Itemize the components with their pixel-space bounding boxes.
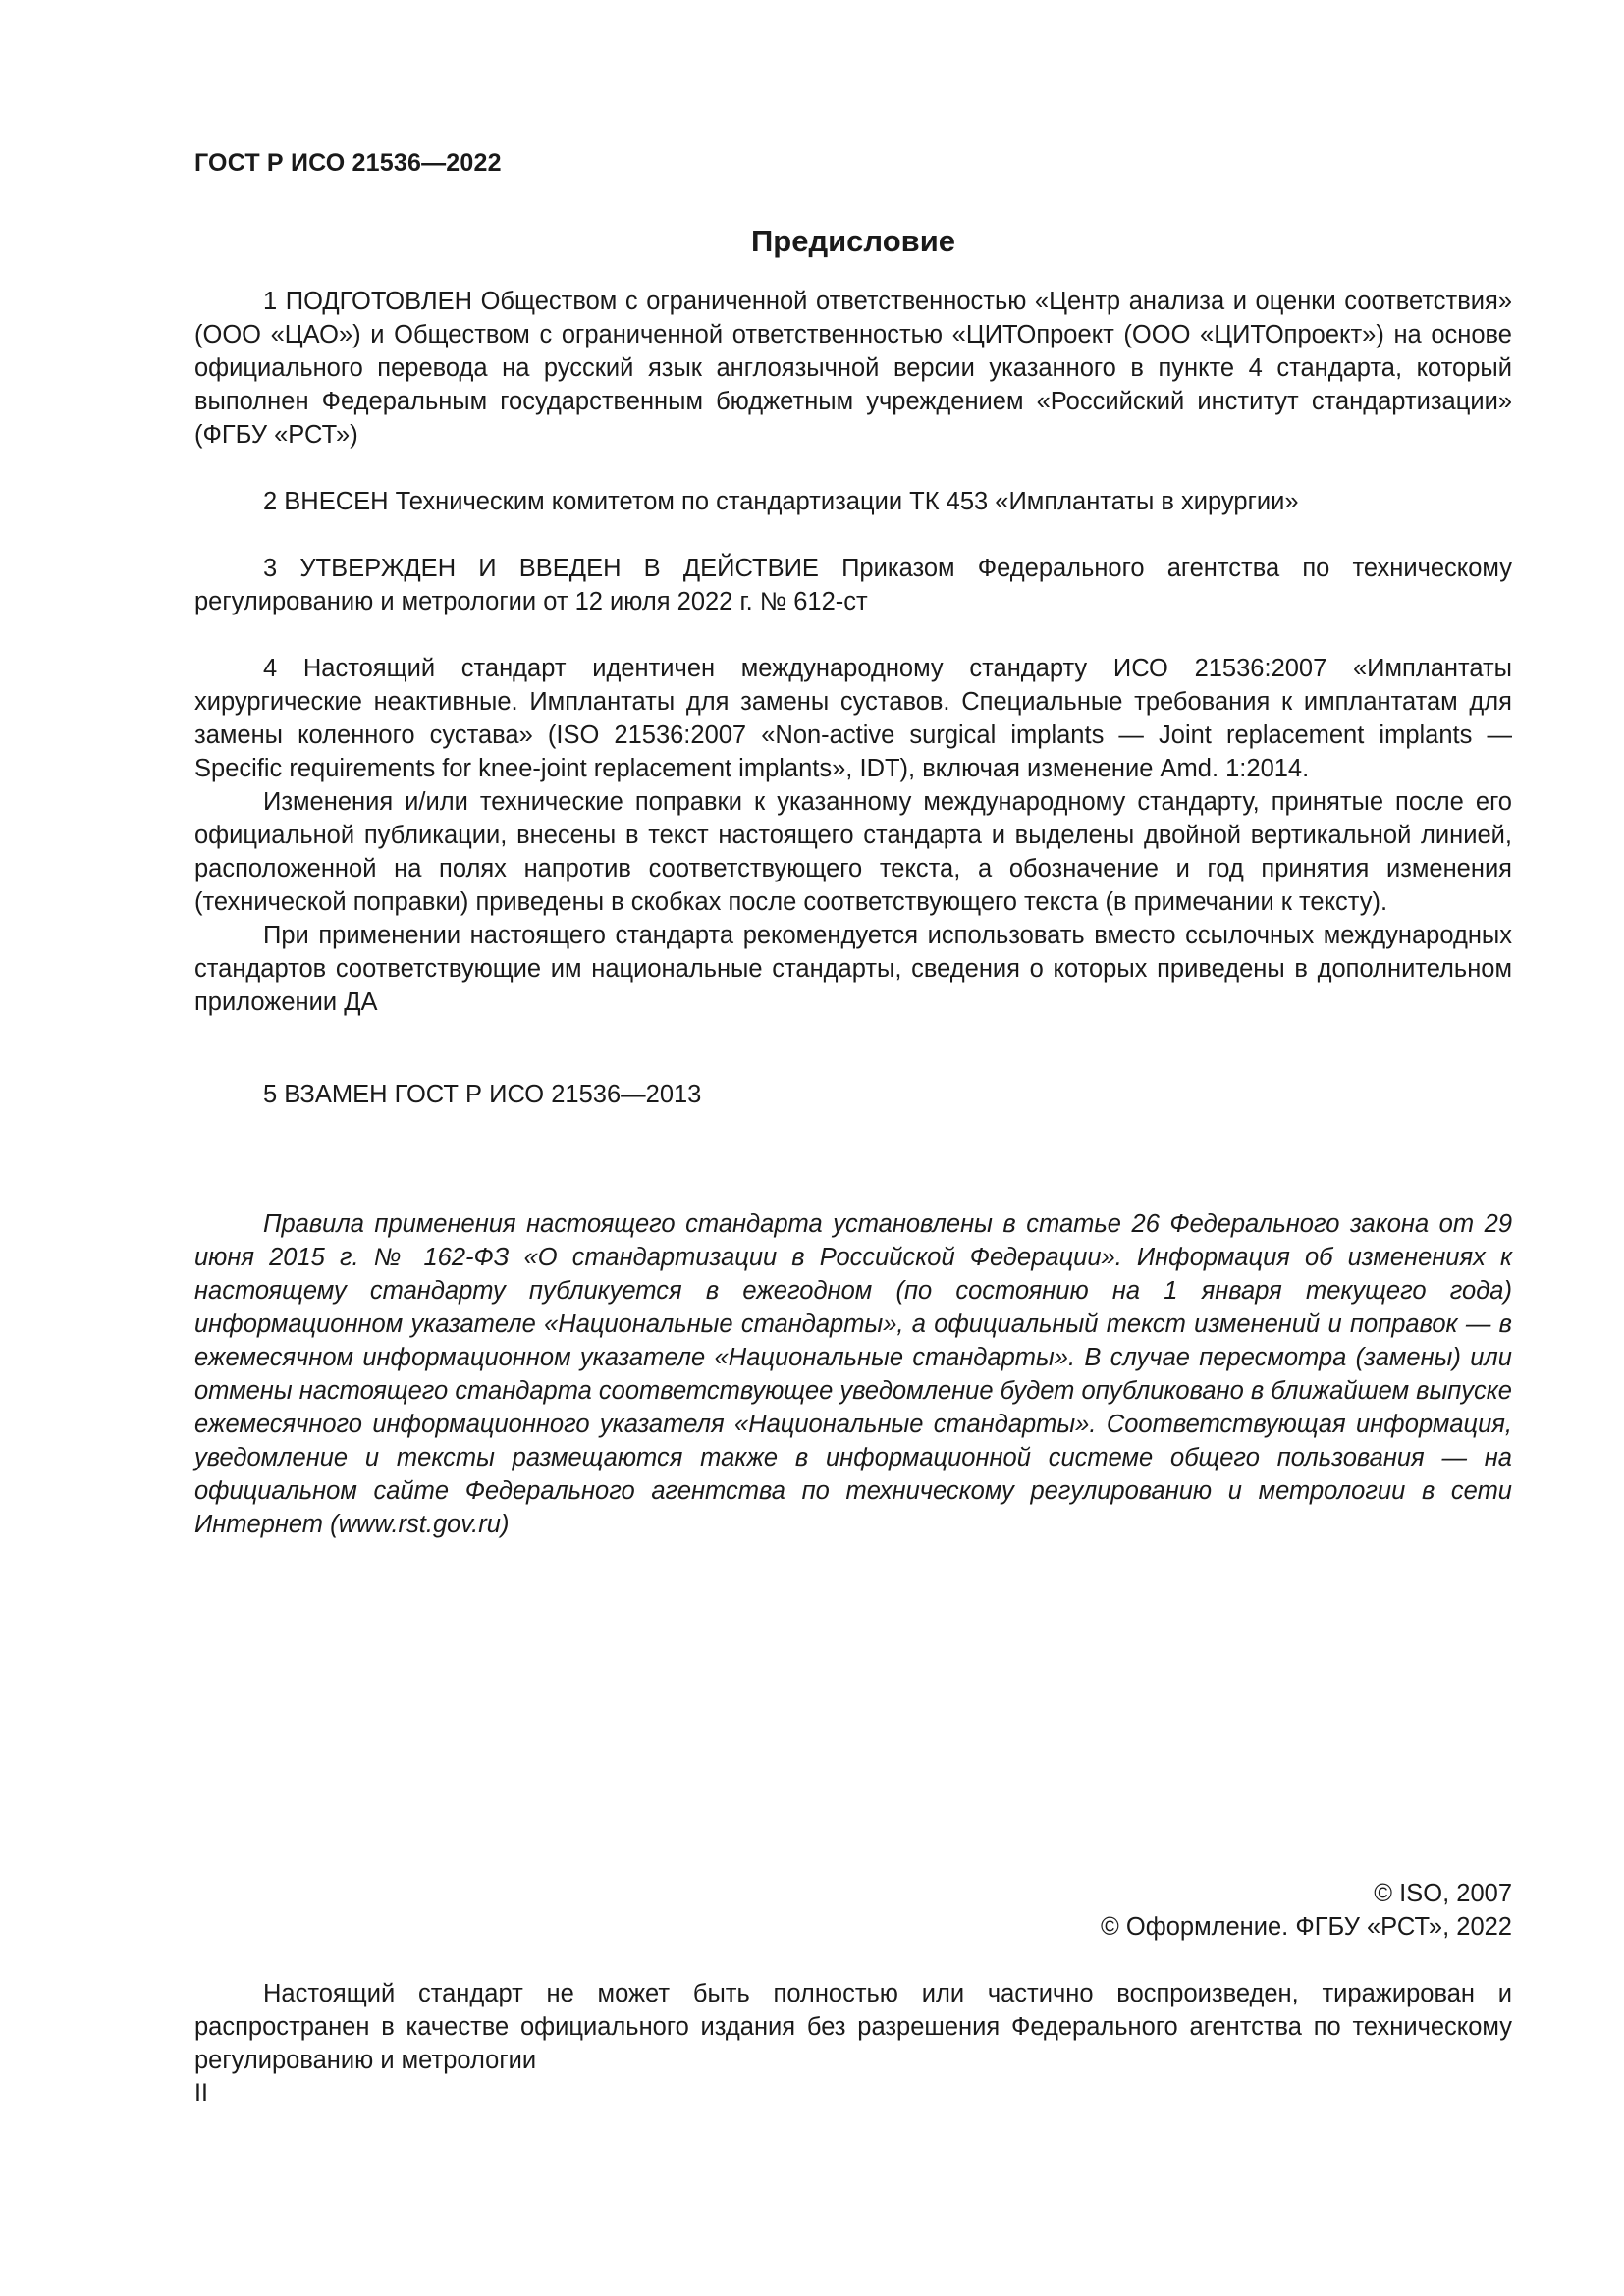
section-2-text: 2 ВНЕСЕН Техническим комитетом по стандартизации ТК 453 «Имплантаты в хирургии» <box>263 488 1299 515</box>
section-1 <box>194 285 1512 452</box>
section-4 <box>194 652 1512 1019</box>
section-3 <box>194 552 1512 618</box>
copyright-block <box>1101 1877 1512 1944</box>
section-5-text: 5 ВЗАМЕН ГОСТ Р ИСО 21536—2013 <box>263 1081 702 1108</box>
section-2 <box>194 485 1512 518</box>
document-page <box>194 0 1512 2296</box>
page-number: II <box>194 2079 208 2107</box>
copyright-design: © Оформление. ФГБУ «РСТ», 2022 <box>1101 1913 1512 1941</box>
document-code-header: ГОСТ Р ИСО 21536—2022 <box>194 149 502 177</box>
copyright-iso: © ISO, 2007 <box>1374 1880 1512 1907</box>
reproduction-notice: Настоящий стандарт не может быть полностью или частично воспроизведен, тиражирован и распространен в качестве официального издания без разрешения Федерального агентства по техническому регулированию и метрологии <box>194 1980 1512 2074</box>
application-rules-note: Правила применения настоящего стандарта установлены в статье 26 Федерального закона от 29 июня 2015 г. № 162-ФЗ «О стандартизации в Российской Федерации». Информация об изменениях к настоящему стандарту публикуется в ежегодном (по состоянию на 1 января текущего года) информационном указателе «Национальные стандарты», а официальный текст изменений и поправок — в ежемесячном информационном указателе «Национальные стандарты». В случае пересмотра (замены) или отмены настоящего стандарта соответствующее уведомление будет опубликовано в ближайшем выпуске ежемесячного информационного указателя «Национальные стандарты». Соответствующая информация, уведомление и тексты размещаются также в информационной системе общего пользования — на официальном сайте Федерального агентства по техническому регулированию и метрологии в сети Интернет (www.rst.gov.ru) <box>194 1210 1512 1538</box>
section-5 <box>194 1078 1512 1111</box>
section-1-text: 1 ПОДГОТОВЛЕН Обществом с ограниченной ответственностью «Центр анализа и оценки соответствия» (ООО «ЦАО») и Обществом с ограниченной ответственностью «ЦИТОпроект (ООО «ЦИТОпроект») на основе официального перевода на русский язык англоязычной версии указанного в пункте 4 стандарта, который выполнен Федеральным государственным бюджетным учреждением «Российский институт стандартизации» (ФГБУ «РСТ») <box>194 288 1512 449</box>
section-4-paragraph-b: Изменения и/или технические поправки к указанному международному стандарту, принятые после его официальной публикации, внесены в текст настоящего стандарта и выделены двойной вертикальной линией, расположенной на полях напротив соответствующего текста, а обозначение и год принятия изменения (технической поправки) приведены в скобках после соответствующего текста (в примечании к тексту). <box>194 788 1512 916</box>
section-4-paragraph-c: При применении настоящего стандарта рекомендуется использовать вместо ссылочных международных стандартов соответствующие им национальные стандарты, сведения о которых приведены в дополнительном приложении ДА <box>194 922 1512 1016</box>
section-4-paragraph-a: 4 Настоящий стандарт идентичен международному стандарту ИСО 21536:2007 «Имплантаты хирургические неактивные. Имплантаты для замены суставов. Специальные требования к имплантатам для замены коленного сустава» (ISO 21536:2007 «Non-active surgical implants — Joint replacement implants — Specific requirements for knee-joint replacement implants», IDT), включая изменение Amd. 1:2014. <box>194 655 1512 782</box>
page-title: Предисловие <box>750 224 955 258</box>
section-3-text: 3 УТВЕРЖДЕН И ВВЕДЕН В ДЕЙСТВИЕ Приказом Федерального агентства по техническому регулированию и метрологии от 12 июля 2022 г. № 612-ст <box>194 555 1512 615</box>
